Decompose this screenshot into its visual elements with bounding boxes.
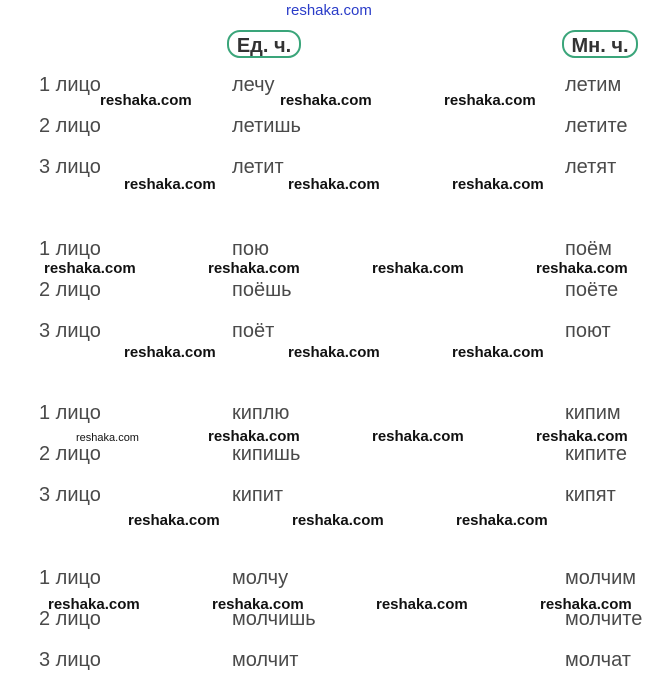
singular-form: кипит (232, 484, 284, 506)
person-label: 2 лицо (39, 443, 101, 465)
singular-form: молчит (232, 649, 299, 671)
singular-form: молчу (232, 567, 289, 589)
watermark: reshaka.com (208, 260, 300, 277)
person-label: 3 лицо (39, 484, 101, 506)
watermark: reshaka.com (288, 176, 380, 193)
watermark: reshaka.com (456, 512, 548, 529)
plural-form: молчат (565, 649, 631, 671)
singular-form: лечу (232, 74, 275, 96)
plural-form: летите (565, 115, 628, 137)
plural-form: летим (565, 74, 622, 96)
watermark: reshaka.com (124, 176, 216, 193)
singular-form: поёт (232, 320, 275, 342)
watermark: reshaka.com (48, 596, 140, 613)
singular-form: киплю (232, 402, 290, 424)
watermark: reshaka.com (208, 428, 300, 445)
watermark: reshaka.com (452, 176, 544, 193)
watermark: reshaka.com (44, 260, 136, 277)
singular-header: Ед. ч. (227, 30, 301, 58)
person-label: 2 лицо (39, 279, 101, 301)
person-label: 3 лицо (39, 649, 101, 671)
watermark: reshaka.com (76, 432, 139, 444)
watermark: reshaka.com (540, 596, 632, 613)
plural-form: летят (565, 156, 617, 178)
person-label: 1 лицо (39, 567, 101, 589)
watermark: reshaka.com (292, 512, 384, 529)
singular-form: кипишь (232, 443, 301, 465)
plural-form: поёте (565, 279, 619, 301)
person-label: 1 лицо (39, 402, 101, 424)
watermark: reshaka.com (536, 428, 628, 445)
watermark: reshaka.com (372, 260, 464, 277)
watermark: reshaka.com (372, 428, 464, 445)
plural-form: молчим (565, 567, 637, 589)
watermark: reshaka.com (536, 260, 628, 277)
plural-header: Мн. ч. (562, 30, 638, 58)
person-label: 2 лицо (39, 115, 101, 137)
plural-form: кипите (565, 443, 627, 465)
watermark: reshaka.com (100, 92, 192, 109)
watermark: reshaka.com (212, 596, 304, 613)
plural-form: поём (565, 238, 612, 260)
watermark: reshaka.com (128, 512, 220, 529)
watermark: reshaka.com (444, 92, 536, 109)
watermark: reshaka.com (288, 344, 380, 361)
plural-form: кипят (565, 484, 616, 506)
watermark: reshaka.com (124, 344, 216, 361)
person-label: 3 лицо (39, 320, 101, 342)
person-label: 3 лицо (39, 156, 101, 178)
watermark: reshaka.com (280, 92, 372, 109)
singular-form: пою (232, 238, 269, 260)
singular-form: поёшь (232, 279, 292, 301)
plural-form: молчите (565, 608, 643, 630)
watermark: reshaka.com (376, 596, 468, 613)
singular-form: летит (232, 156, 284, 178)
person-label: 2 лицо (39, 608, 101, 630)
person-label: 1 лицо (39, 74, 101, 96)
site-label: reshaka.com (286, 2, 372, 19)
plural-form: кипим (565, 402, 621, 424)
singular-form: молчишь (232, 608, 316, 630)
person-label: 1 лицо (39, 238, 101, 260)
watermark: reshaka.com (452, 344, 544, 361)
plural-form: поют (565, 320, 611, 342)
singular-form: летишь (232, 115, 301, 137)
